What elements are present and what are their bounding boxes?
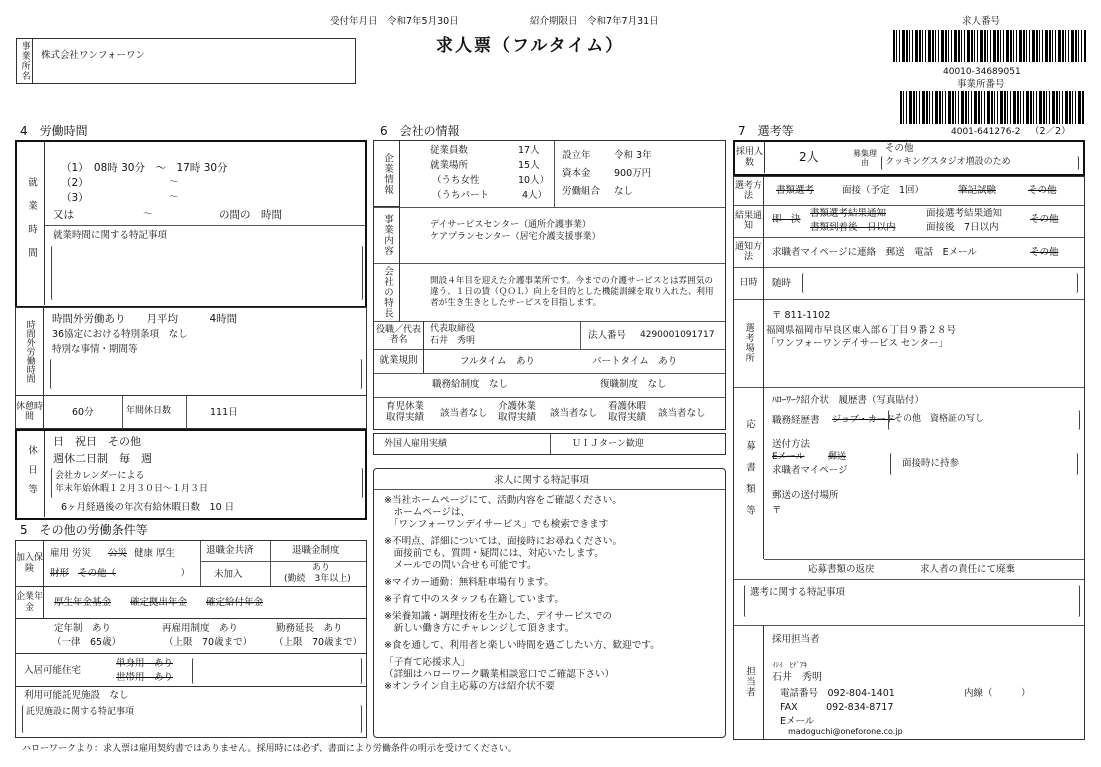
rehire-system: 復職制度 なし — [600, 379, 667, 390]
special-note-line: ホームページは、 — [384, 507, 471, 518]
company-info-box — [373, 140, 726, 430]
housing-single: 単身用 あり — [116, 658, 174, 669]
docs-1: ﾊﾛｰﾜｰｸ紹介状 履歴書（写真貼付） — [772, 395, 925, 406]
holidays-weekly: 週休二日制 毎 週 — [53, 452, 152, 465]
insurance-zaikei: 財形 — [50, 568, 70, 579]
page-number: （2／2） — [1030, 126, 1071, 137]
staff-kana: ｲｼｲ ﾋﾃﾞｱｷ — [772, 661, 807, 669]
representative-title: 代表取締役 — [430, 324, 476, 334]
care-leave-label-2: 取得実績 — [608, 411, 647, 423]
reemployment-limit: （上限 70歳まで） — [164, 637, 253, 648]
nursing-leave-label-2: 取得実績 — [498, 411, 537, 423]
shift-2: （2） — [61, 177, 89, 189]
section-7-title: 7 選考等 — [738, 124, 794, 138]
established-value: 令和 3年 — [614, 150, 652, 161]
send-email: Eメール — [772, 452, 805, 462]
office-number-barcode — [900, 91, 1085, 124]
mail-destination-zip: 〒 — [772, 505, 782, 516]
nursing-leave-label-1: 介護休業 — [498, 401, 537, 412]
nursing-leave-value: 該当者なし — [550, 408, 598, 419]
work-hours-note-label: 就業時間に関する特記事項 — [53, 230, 168, 241]
work-rules-fulltime: フルタイム あり — [460, 356, 536, 367]
retire-system-condition: (勤続 3年以上) — [284, 574, 351, 584]
job-number-barcode — [893, 30, 1086, 62]
shift-3-tilde: ～ — [169, 192, 179, 203]
staff-ext: 内線（ ） — [964, 688, 1031, 699]
docs-resume: 職務経歴書 — [772, 415, 820, 426]
female-label: （うち女性 — [432, 175, 480, 186]
docs-jobcard: ジョブ・カード — [832, 415, 895, 425]
special-note-line: 面接前でも、質問・疑問には、対応いたします。 — [384, 548, 604, 559]
notify-methods: 求職者マイページに連絡 郵送 電話 Eメール — [772, 247, 977, 258]
method-written: 筆記試験 — [958, 185, 997, 196]
special-note-line: ※マイカー通勤：無料駐車場有ります。 — [384, 577, 554, 588]
staff-email-label: Eメール — [780, 716, 815, 727]
care-leave-label-1: 看護休暇 — [608, 401, 647, 412]
special-notes-box — [373, 468, 726, 738]
office-name-box — [16, 38, 356, 84]
special-note-line: 「ワンフォーワンデイサービス」でも検索できます — [384, 519, 609, 530]
return-label: 応募書類の返戻 — [808, 564, 875, 575]
features-label: 会社の特長 — [374, 263, 400, 321]
site-staff-value: 15人 — [518, 160, 540, 171]
shift-2-tilde: ～ — [169, 177, 179, 188]
send-method-label: 送付方法 — [772, 439, 811, 450]
corp-number-label: 法人番号 — [588, 330, 627, 341]
work-hours-box — [15, 140, 367, 308]
business-2: ケアプランセンター（居宅介護支援事業） — [430, 232, 601, 242]
business-label: 事業内容 — [374, 207, 400, 263]
special-note-line: ※オンライン自主応募の方は紹介状不要 — [384, 681, 555, 692]
insurance-public: 公災 — [108, 548, 128, 559]
docs-other: その他 資格証の写し — [894, 414, 985, 424]
office-number: 4001-641276-2 — [951, 127, 1021, 137]
shift-3: （3） — [61, 192, 89, 204]
work-hours-label: 就業時間 — [17, 142, 45, 305]
place-facility: 「ワンフォーワンデイサービス センター」 — [766, 338, 949, 349]
job-number-label: 求人番号 — [962, 16, 1001, 27]
uij-turn: ＵＩＪターン歓迎 — [572, 439, 644, 449]
corp-info-label: 企業情報 — [374, 141, 400, 207]
date-field — [802, 273, 1078, 293]
annual-holidays-label: 年間休日数 — [126, 406, 172, 416]
hire-count: 2人 — [799, 150, 819, 164]
method-label: 選考方法 — [734, 177, 764, 205]
childcare-leave-label — [386, 402, 424, 424]
send-post: 郵送 — [828, 452, 847, 462]
result-immediate: 即 決 — [772, 214, 801, 225]
housing-box — [15, 653, 367, 687]
shift-1: （1） 08時 30分 ～ 17時 30分 — [61, 162, 228, 174]
childcare-leave-value: 該当者なし — [440, 408, 488, 419]
foreign-box — [373, 433, 726, 455]
staff-heading: 採用担当者 — [772, 634, 820, 645]
section-6-title: 6 会社の情報 — [380, 124, 460, 138]
office-number-label: 事業所番号 — [957, 79, 1005, 90]
job-number: 40010-34689051 — [943, 67, 1021, 77]
selection-note-label: 選考に関する特記事項 — [750, 587, 846, 598]
overtime-line-1: 時間外労働あり 月平均 4時間 — [52, 313, 238, 325]
part-label: （うちパート — [432, 190, 490, 201]
or-between-label: 又は — [53, 209, 74, 221]
notify-other: その他 — [1030, 247, 1059, 258]
holidays-yearend: 年末年始休暇１２月３０日～１月３日 — [55, 484, 209, 494]
result-label: 結果通知 — [734, 205, 764, 237]
date-value: 随時 — [772, 278, 792, 289]
childcare-leave-label-1: 育児休業 — [386, 401, 425, 412]
retire-system-label: 退職金制度 — [292, 545, 340, 556]
special-notes-title: 求人に関する特記事項 — [494, 475, 590, 486]
capital-value: 900万円 — [614, 168, 652, 179]
send-mypage: 求職者マイページ — [772, 465, 848, 476]
method-other: その他 — [1028, 185, 1057, 196]
special-note-line: 「子育て応援求人」 — [384, 657, 471, 668]
result-other: その他 — [1030, 214, 1059, 225]
staff-email[interactable]: madoguchi@oneforone.co.jp — [788, 727, 903, 736]
method-interview: 面接（予定 1回） — [842, 185, 925, 196]
site-staff-label: 就業場所 — [430, 160, 469, 171]
extension-limit: （上限 70歳まで） — [274, 637, 363, 648]
care-leave-label — [608, 402, 646, 424]
mail-destination-label: 郵送の送付場所 — [772, 490, 839, 501]
insurance-other-close: ） — [180, 568, 190, 579]
insurance-employment: 雇用 労災 — [50, 548, 92, 559]
pension-box — [15, 586, 367, 619]
or-between-tilde: ～ — [143, 209, 153, 220]
place-zip: 〒 811-1102 — [772, 310, 831, 321]
features-text: 開設４年目を迎えた介護事業所です。今までの介護サービスとは雰囲気の違う、１日の賃（ＱＯＬ）向上を目的とした機能訓練を取り入れた、利用者が生き生きとしたサービスを目指します。 — [430, 276, 714, 309]
reason-label: 募集理由 — [853, 148, 877, 167]
holidays-box — [15, 429, 367, 520]
or-between-suffix: の間の 時間 — [219, 209, 282, 221]
selection-box — [733, 176, 1085, 740]
business-1: デイサービスセンター（通所介護事業） — [430, 220, 592, 230]
special-note-line: （詳細はハローワーク職業相談窓口でご確認下さい） — [384, 669, 615, 680]
reason-1: その他 — [885, 143, 914, 154]
childcare-box — [15, 686, 367, 738]
part-value: 4人） — [522, 190, 548, 201]
staff-fax: FAX 092-834-8717 — [780, 702, 894, 713]
pension-kikin: 厚生年金基金 — [54, 597, 112, 608]
childcare-label: 利用可能託児施設 なし — [24, 690, 129, 701]
insurance-other — [78, 568, 190, 580]
overtime-box — [15, 307, 367, 396]
nursing-leave-label — [498, 402, 536, 424]
reason-2: クッキングスタジオ増設のため — [885, 157, 1011, 167]
insurance-box — [15, 540, 367, 587]
notify-label: 通知方法 — [734, 237, 764, 267]
docs-label: 応募書類等 — [734, 387, 764, 559]
female-value: 10人） — [518, 175, 550, 186]
childcare-note-label: 託児施設に関する特記事項 — [26, 707, 135, 717]
reemployment: 再雇用制度 あり — [162, 623, 239, 634]
hire-count-box — [733, 140, 1085, 176]
overtime-line-2: 36協定における特別条項 なし — [52, 329, 188, 340]
wage-system: 職務給制度 なし — [432, 379, 509, 390]
retire-mutual-value: 未加入 — [214, 569, 243, 580]
foreign-label: 外国人雇用実績 — [384, 439, 448, 449]
result-interview: 面接選考結果通知 — [926, 208, 1003, 219]
special-note-line: ※子育て中のスタッフも在籍しています。 — [384, 594, 564, 605]
extension: 勤務延長 あり — [276, 623, 343, 634]
pension-dc: 確定拠出年金 — [130, 597, 188, 608]
page-title: 求人票（フルタイム） — [436, 36, 625, 56]
holidays-days: 日 祝日 その他 — [53, 435, 141, 448]
childcare-leave-label-2: 取得実績 — [386, 411, 425, 423]
date-label: 日時 — [734, 267, 764, 299]
referral-deadline: 紹介期限日 令和7年7月31日 — [530, 16, 659, 27]
special-note-line: ※当社ホームページにて、活動内容をご確認ください。 — [384, 495, 622, 506]
office-name: 株式会社ワンフォーワン — [41, 50, 146, 61]
mandatory-retirement: 定年制 あり — [54, 623, 112, 634]
mandatory-retirement-age: （一律 65歳） — [52, 637, 122, 648]
insurance-other-label: その他（ — [78, 568, 117, 579]
capital-label: 資本金 — [562, 168, 591, 179]
pension-label: 企業年金 — [16, 587, 44, 618]
rest-value: 60分 — [72, 407, 94, 418]
corp-number: 4290001091717 — [640, 330, 715, 340]
section-4-title: 4 労働時間 — [20, 124, 88, 138]
section-5-title: 5 その他の労働条件等 — [20, 523, 148, 537]
work-hours-note-field — [51, 246, 363, 300]
footer-note: ハローワークより：求人票は雇用契約書ではありません。採用時には必ず、書面により労働条件の明示を受けてください。 — [22, 744, 517, 754]
received-date: 受付年月日 令和7年5月30日 — [330, 16, 459, 27]
employees-label: 従業員数 — [430, 145, 469, 156]
holidays-calendar: 会社カレンダーによる — [55, 471, 145, 481]
special-note-line: 新しい働き方にチャレンジして頂きます。 — [384, 623, 575, 634]
staff-label: 担当者 — [734, 625, 764, 739]
send-in-person: 面接時に持参 — [902, 458, 960, 469]
special-note-line: ※栄養知識・調理技術を生かした、デイサービスでの — [384, 611, 613, 622]
hire-count-label: 採用人数 — [735, 142, 765, 173]
employees-value: 17人 — [518, 145, 540, 156]
result-interview-days: 面接後 7日以内 — [926, 222, 999, 233]
return-value: 求人者の責任にて廃棄 — [920, 564, 1016, 575]
rest-label: 休憩時間 — [16, 396, 44, 428]
insurance-label: 加入保険 — [16, 541, 44, 586]
care-leave-value: 該当者なし — [658, 408, 706, 419]
staff-tel: 電話番号 092-804-1401 — [780, 688, 895, 699]
representative-label: 役職／代表者名 — [374, 321, 424, 349]
union-value: なし — [614, 186, 634, 197]
rest-box — [15, 395, 367, 429]
insurance-health: 健康 厚生 — [134, 548, 176, 559]
special-note-line: ※食を通して、利用者と楽しい時間を過ごしたい方、歓迎です。 — [384, 640, 660, 651]
result-docs: 書類選考結果通知 — [810, 208, 887, 219]
pension-db: 確定給付年金 — [206, 597, 264, 608]
overtime-line-3: 特別な事情・期間等 — [52, 344, 138, 355]
annual-holidays-value: 111日 — [210, 407, 238, 418]
work-rules-parttime: パートタイム あり — [592, 356, 678, 367]
retire-system-value: あり — [312, 563, 331, 573]
overtime-note-field — [50, 359, 362, 389]
work-rules-label: 就業規則 — [374, 349, 424, 373]
representative-name: 石井 秀明 — [430, 336, 476, 346]
office-name-label: 事業所名 — [17, 39, 33, 83]
staff-name: 石井 秀明 — [772, 672, 822, 683]
retire-mutual-label: 退職金共済 — [206, 545, 254, 556]
overtime-label: 時間外労働時間 — [16, 308, 44, 395]
special-notes-text — [384, 495, 720, 693]
paid-leave: 6ヶ月経過後の年次有給休暇日数 10 日 — [61, 502, 235, 513]
special-note-line: ※不明点、詳細については、面接時にお尋ねください。 — [384, 536, 623, 547]
housing-label: 入居可能住宅 — [24, 665, 82, 676]
place-address: 福岡県福岡市早良区東入部６丁目９番２８号 — [766, 325, 957, 336]
retirement-age-box — [15, 618, 367, 654]
union-label: 労働組合 — [562, 186, 601, 197]
special-note-line: メールでの問い合せも可能です。 — [384, 560, 537, 571]
holidays-label: 休日等 — [17, 431, 45, 517]
established-label: 設立年 — [562, 150, 591, 161]
method-docs: 書類選考 — [776, 185, 815, 196]
housing-family: 世帯用 あり — [116, 672, 174, 683]
housing-note-field — [192, 658, 362, 684]
place-label: 選考場所 — [734, 299, 764, 387]
result-docs-days: 書類到着後 日以内 — [810, 222, 896, 233]
